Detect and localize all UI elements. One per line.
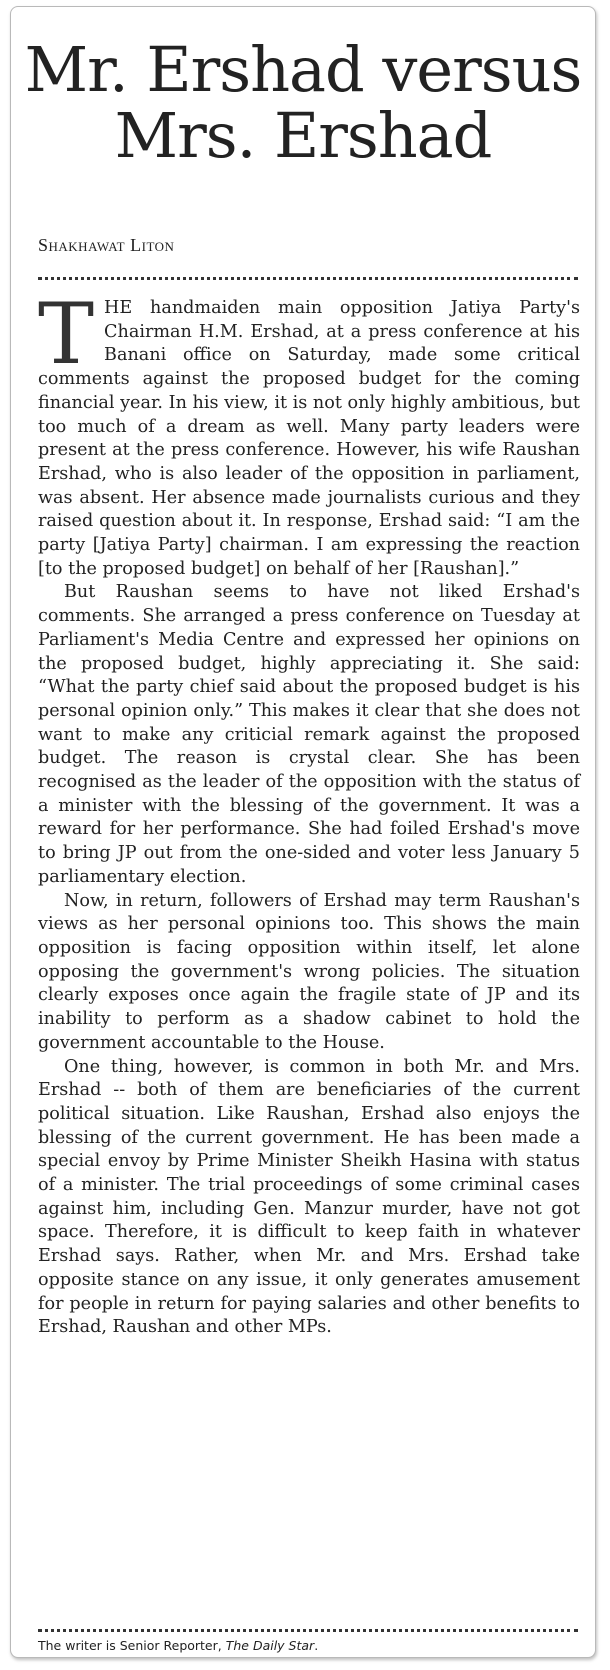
- paragraph-1: [38, 285, 580, 581]
- credit-publication: The Daily Star: [225, 1638, 315, 1653]
- paragraph-4: One thing, however, is common in both Mr. and Mrs. Ershad -- both of them are beneficiaries of the current political situation. Like Raushan, Ershad also enjoys the blessing of the current government. He has been made a special envoy by Prime Minister Sheikh Hasina with status of a minister. The trial proceedings of some criminal cases against him, including Gen. Manzur murder, have not got space. Therefore, it is difficult to keep faith in whatever Ershad says. Rather, when Mr. and Mrs. Ershad take opposite stance on any issue, it only generates amusement for people in return for paying salaries and other benefits to Ershad, Raushan and other MPs.: [38, 1056, 580, 1338]
- dotted-divider-bottom: [38, 1629, 578, 1632]
- headline-line-1: Mr. Ershad versus: [24, 33, 582, 106]
- article-body: [38, 285, 580, 1340]
- paragraph-2: But Raushan seems to have not liked Ershad's comments. She arranged a press conference on Tuesday at Parliament's Media Centre and expressed her opinions on the proposed budget, highly appreciating it. She said: “What the party chief said about the proposed budget is his personal opinion only.” This makes it clear that she does not want to make any criticial remark against the proposed budget. The reason is crystal clear. She has been recognised as the leader of the opposition with the status of a minister with the blessing of the government. It was a reward for her performance. She had foiled Ershad's move to bring JP out from the one-sided and voter less January 5 parliamentary election.: [38, 582, 580, 887]
- drop-cap: T: [38, 285, 95, 383]
- paragraph-3: Now, in return, followers of Ershad may term Raushan's views as her personal opinions too. This shows the main opposition is facing opposition within itself, let alone opposing the government's wrong policies. The situation clearly exposes once again the fragile state of JP and its inability to perform as a shadow cabinet to hold the government accountable to the House.: [38, 890, 580, 1053]
- credit-suffix: .: [314, 1638, 319, 1653]
- headline: [11, 33, 595, 172]
- paragraph-1-text: HE handmaiden main opposition Jatiya Party's Chairman H.M. Ershad, at a press conference at his Banani office on Saturday, made some critical comments against the proposed budget for the coming financial year. In his view, it is not only highly ambitious, but too much of a dream as well. Many party leaders were present at the press conference. However, his wife Raushan Ershad, who is also leader of the opposition in parliament, was absent. Her absence made journalists curious and they raised question about it. In response, Ershad said: “I am the party [Jatiya Party] chairman. I am expressing the reaction [to the proposed budget] on behalf of her [Raushan].”: [38, 298, 580, 579]
- dotted-divider-top: [38, 277, 578, 280]
- headline-line-2: Mrs. Ershad: [114, 99, 492, 172]
- article-card: [10, 6, 596, 1658]
- credit-prefix: The writer is Senior Reporter,: [38, 1638, 226, 1653]
- byline: Shakhawat Liton: [38, 235, 175, 255]
- author-credit: [38, 1638, 318, 1653]
